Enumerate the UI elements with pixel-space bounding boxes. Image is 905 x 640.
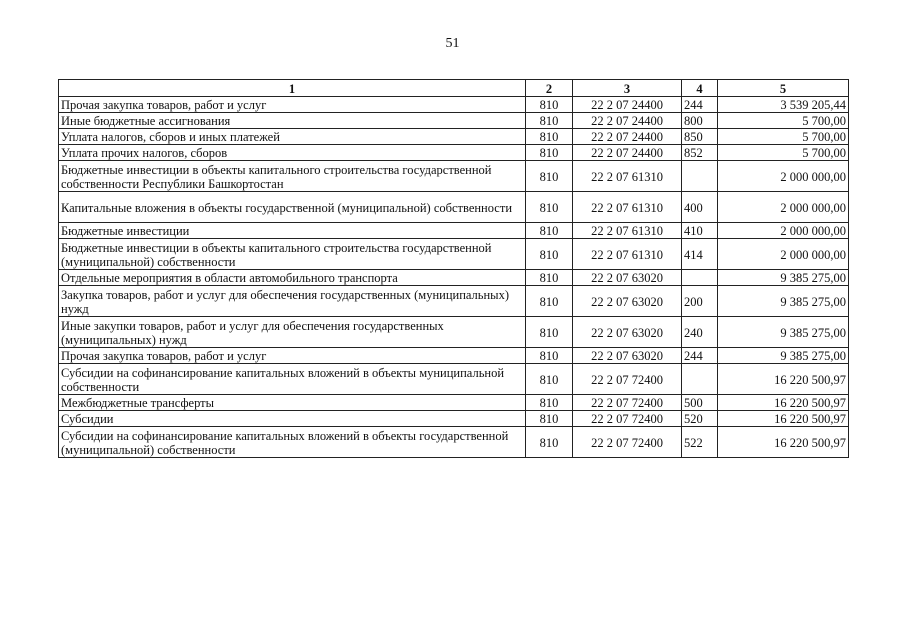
row-type-cell [682, 364, 718, 395]
row-code-cell: 810 [526, 317, 573, 348]
row-name-cell: Субсидии на софинансирование капитальных вложений в объекты государственной (муниципальной) собственности [59, 427, 526, 458]
table-row [59, 239, 849, 270]
table-row [59, 270, 849, 286]
row-type-cell: 414 [682, 239, 718, 270]
table-row [59, 223, 849, 239]
row-name-cell: Бюджетные инвестиции [59, 223, 526, 239]
table-row [59, 348, 849, 364]
row-name-cell: Уплата прочих налогов, сборов [59, 145, 526, 161]
row-type-cell: 240 [682, 317, 718, 348]
row-amount-cell: 16 220 500,97 [718, 411, 849, 427]
row-name-cell: Субсидии [59, 411, 526, 427]
row-type-cell: 852 [682, 145, 718, 161]
header-col-4: 4 [682, 80, 718, 97]
row-type-cell: 500 [682, 395, 718, 411]
row-amount-cell: 16 220 500,97 [718, 395, 849, 411]
table-row [59, 113, 849, 129]
table-row [59, 286, 849, 317]
row-amount-cell: 2 000 000,00 [718, 161, 849, 192]
row-name-cell: Иные бюджетные ассигнования [59, 113, 526, 129]
row-name-cell: Прочая закупка товаров, работ и услуг [59, 348, 526, 364]
table-row [59, 411, 849, 427]
row-type-cell: 200 [682, 286, 718, 317]
row-name-cell: Отдельные мероприятия в области автомобильного транспорта [59, 270, 526, 286]
row-type-cell: 800 [682, 113, 718, 129]
row-code-cell: 810 [526, 161, 573, 192]
row-article-cell: 22 2 07 72400 [573, 411, 682, 427]
row-amount-cell: 16 220 500,97 [718, 364, 849, 395]
row-name-cell: Закупка товаров, работ и услуг для обеспечения государственных (муниципальных) нужд [59, 286, 526, 317]
table-row [59, 129, 849, 145]
row-article-cell: 22 2 07 24400 [573, 145, 682, 161]
row-code-cell: 810 [526, 129, 573, 145]
row-code-cell: 810 [526, 411, 573, 427]
header-col-2: 2 [526, 80, 573, 97]
table-row [59, 161, 849, 192]
row-amount-cell: 9 385 275,00 [718, 317, 849, 348]
row-code-cell: 810 [526, 239, 573, 270]
row-code-cell: 810 [526, 97, 573, 113]
row-article-cell: 22 2 07 24400 [573, 97, 682, 113]
row-type-cell [682, 161, 718, 192]
table-body [59, 97, 849, 458]
row-amount-cell: 5 700,00 [718, 129, 849, 145]
page-number: 51 [445, 36, 460, 51]
row-article-cell: 22 2 07 24400 [573, 129, 682, 145]
row-type-cell: 244 [682, 348, 718, 364]
row-article-cell: 22 2 07 63020 [573, 348, 682, 364]
row-article-cell: 22 2 07 63020 [573, 286, 682, 317]
row-article-cell: 22 2 07 61310 [573, 192, 682, 223]
row-name-cell: Иные закупки товаров, работ и услуг для обеспечения государственных (муниципальных) нужд [59, 317, 526, 348]
row-code-cell: 810 [526, 270, 573, 286]
row-amount-cell: 16 220 500,97 [718, 427, 849, 458]
row-type-cell: 850 [682, 129, 718, 145]
header-col-3: 3 [573, 80, 682, 97]
row-type-cell: 522 [682, 427, 718, 458]
row-amount-cell: 2 000 000,00 [718, 239, 849, 270]
row-type-cell: 244 [682, 97, 718, 113]
row-article-cell: 22 2 07 72400 [573, 427, 682, 458]
header-col-1: 1 [59, 80, 526, 97]
row-code-cell: 810 [526, 145, 573, 161]
row-code-cell: 810 [526, 113, 573, 129]
row-amount-cell: 5 700,00 [718, 145, 849, 161]
row-code-cell: 810 [526, 286, 573, 317]
budget-table [58, 79, 849, 458]
row-article-cell: 22 2 07 63020 [573, 270, 682, 286]
table-row [59, 192, 849, 223]
table-row [59, 317, 849, 348]
row-code-cell: 810 [526, 395, 573, 411]
row-code-cell: 810 [526, 223, 573, 239]
row-article-cell: 22 2 07 72400 [573, 395, 682, 411]
row-name-cell: Бюджетные инвестиции в объекты капитального строительства государственной (муниципальной) собственности [59, 239, 526, 270]
row-article-cell: 22 2 07 61310 [573, 223, 682, 239]
row-type-cell: 410 [682, 223, 718, 239]
row-article-cell: 22 2 07 24400 [573, 113, 682, 129]
table-row [59, 97, 849, 113]
row-type-cell [682, 270, 718, 286]
row-name-cell: Капитальные вложения в объекты государственной (муниципальной) собственности [59, 192, 526, 223]
table-row [59, 427, 849, 458]
row-amount-cell: 5 700,00 [718, 113, 849, 129]
table-row [59, 364, 849, 395]
row-amount-cell: 3 539 205,44 [718, 97, 849, 113]
row-article-cell: 22 2 07 61310 [573, 161, 682, 192]
row-amount-cell: 2 000 000,00 [718, 192, 849, 223]
row-name-cell: Субсидии на софинансирование капитальных вложений в объекты муниципальной собственности [59, 364, 526, 395]
row-name-cell: Прочая закупка товаров, работ и услуг [59, 97, 526, 113]
row-name-cell: Уплата налогов, сборов и иных платежей [59, 129, 526, 145]
table-row [59, 145, 849, 161]
row-name-cell: Бюджетные инвестиции в объекты капитального строительства государственной собственности Республики Башкортостан [59, 161, 526, 192]
row-code-cell: 810 [526, 192, 573, 223]
row-amount-cell: 2 000 000,00 [718, 223, 849, 239]
row-code-cell: 810 [526, 364, 573, 395]
row-article-cell: 22 2 07 63020 [573, 317, 682, 348]
row-type-cell: 400 [682, 192, 718, 223]
row-article-cell: 22 2 07 61310 [573, 239, 682, 270]
row-type-cell: 520 [682, 411, 718, 427]
header-col-5: 5 [718, 80, 849, 97]
row-code-cell: 810 [526, 427, 573, 458]
table-row [59, 395, 849, 411]
row-amount-cell: 9 385 275,00 [718, 270, 849, 286]
row-article-cell: 22 2 07 72400 [573, 364, 682, 395]
row-amount-cell: 9 385 275,00 [718, 348, 849, 364]
header-row [59, 80, 849, 97]
row-amount-cell: 9 385 275,00 [718, 286, 849, 317]
row-code-cell: 810 [526, 348, 573, 364]
row-name-cell: Межбюджетные трансферты [59, 395, 526, 411]
